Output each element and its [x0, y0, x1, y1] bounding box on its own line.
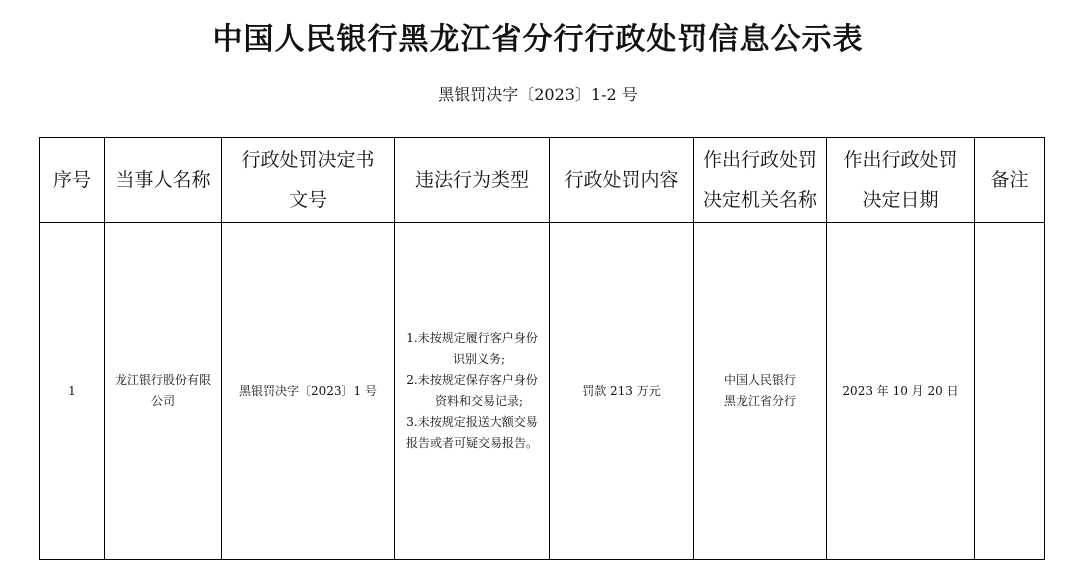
cell-party-line2: 公司 — [150, 394, 175, 408]
cell-authority-line2: 黑龙江省分行 — [723, 394, 796, 408]
violation-item-3-cont: 报告或者可疑交易报告。 — [405, 436, 538, 450]
header-party: 当事人名称 — [105, 138, 222, 223]
header-violation-type: 违法行为类型 — [395, 138, 550, 223]
header-decision-no-line2: 文号 — [288, 189, 327, 211]
header-remarks: 备注 — [975, 138, 1045, 223]
cell-violations — [395, 223, 550, 560]
violation-item-1-cont: 识别义务; — [452, 352, 506, 366]
header-date-line1: 作出行政处罚 — [843, 149, 958, 171]
cell-authority — [694, 223, 827, 560]
table-header — [40, 138, 1045, 223]
cell-decision-no: 黑银罚决字〔2023〕1 号 — [222, 223, 395, 560]
header-content: 行政处罚内容 — [550, 138, 694, 223]
violation-item-3: 3.未按规定报送大额交易 — [406, 415, 538, 429]
violation-item-2-cont: 资料和交易记录; — [434, 394, 524, 408]
penalty-table — [39, 137, 1045, 560]
cell-date: 2023 年 10 月 20 日 — [827, 223, 975, 560]
header-authority-line1: 作出行政处罚 — [702, 149, 817, 171]
header-date — [827, 138, 975, 223]
document-number: 黑银罚决字〔2023〕1-2 号 — [438, 85, 638, 104]
cell-remarks — [975, 223, 1045, 560]
header-seq: 序号 — [40, 138, 105, 223]
page-title: 中国人民银行黑龙江省分行行政处罚信息公示表 — [212, 22, 864, 57]
header-decision-no — [222, 138, 395, 223]
header-authority — [694, 138, 827, 223]
table-row — [40, 223, 1045, 560]
header-date-line2: 决定日期 — [862, 189, 939, 211]
header-decision-no-line1: 行政处罚决定书 — [241, 149, 375, 171]
header-row — [40, 138, 1045, 223]
violation-item-2: 2.未按规定保存客户身份 — [406, 373, 538, 387]
cell-party-line1: 龙江银行股份有限 — [114, 373, 211, 387]
violation-item-1: 1.未按规定履行客户身份 — [406, 331, 538, 345]
cell-party — [105, 223, 222, 560]
cell-content: 罚款 213 万元 — [550, 223, 694, 560]
cell-authority-line1: 中国人民银行 — [723, 373, 796, 387]
header-authority-line2: 决定机关名称 — [702, 189, 817, 211]
cell-seq: 1 — [40, 223, 105, 560]
